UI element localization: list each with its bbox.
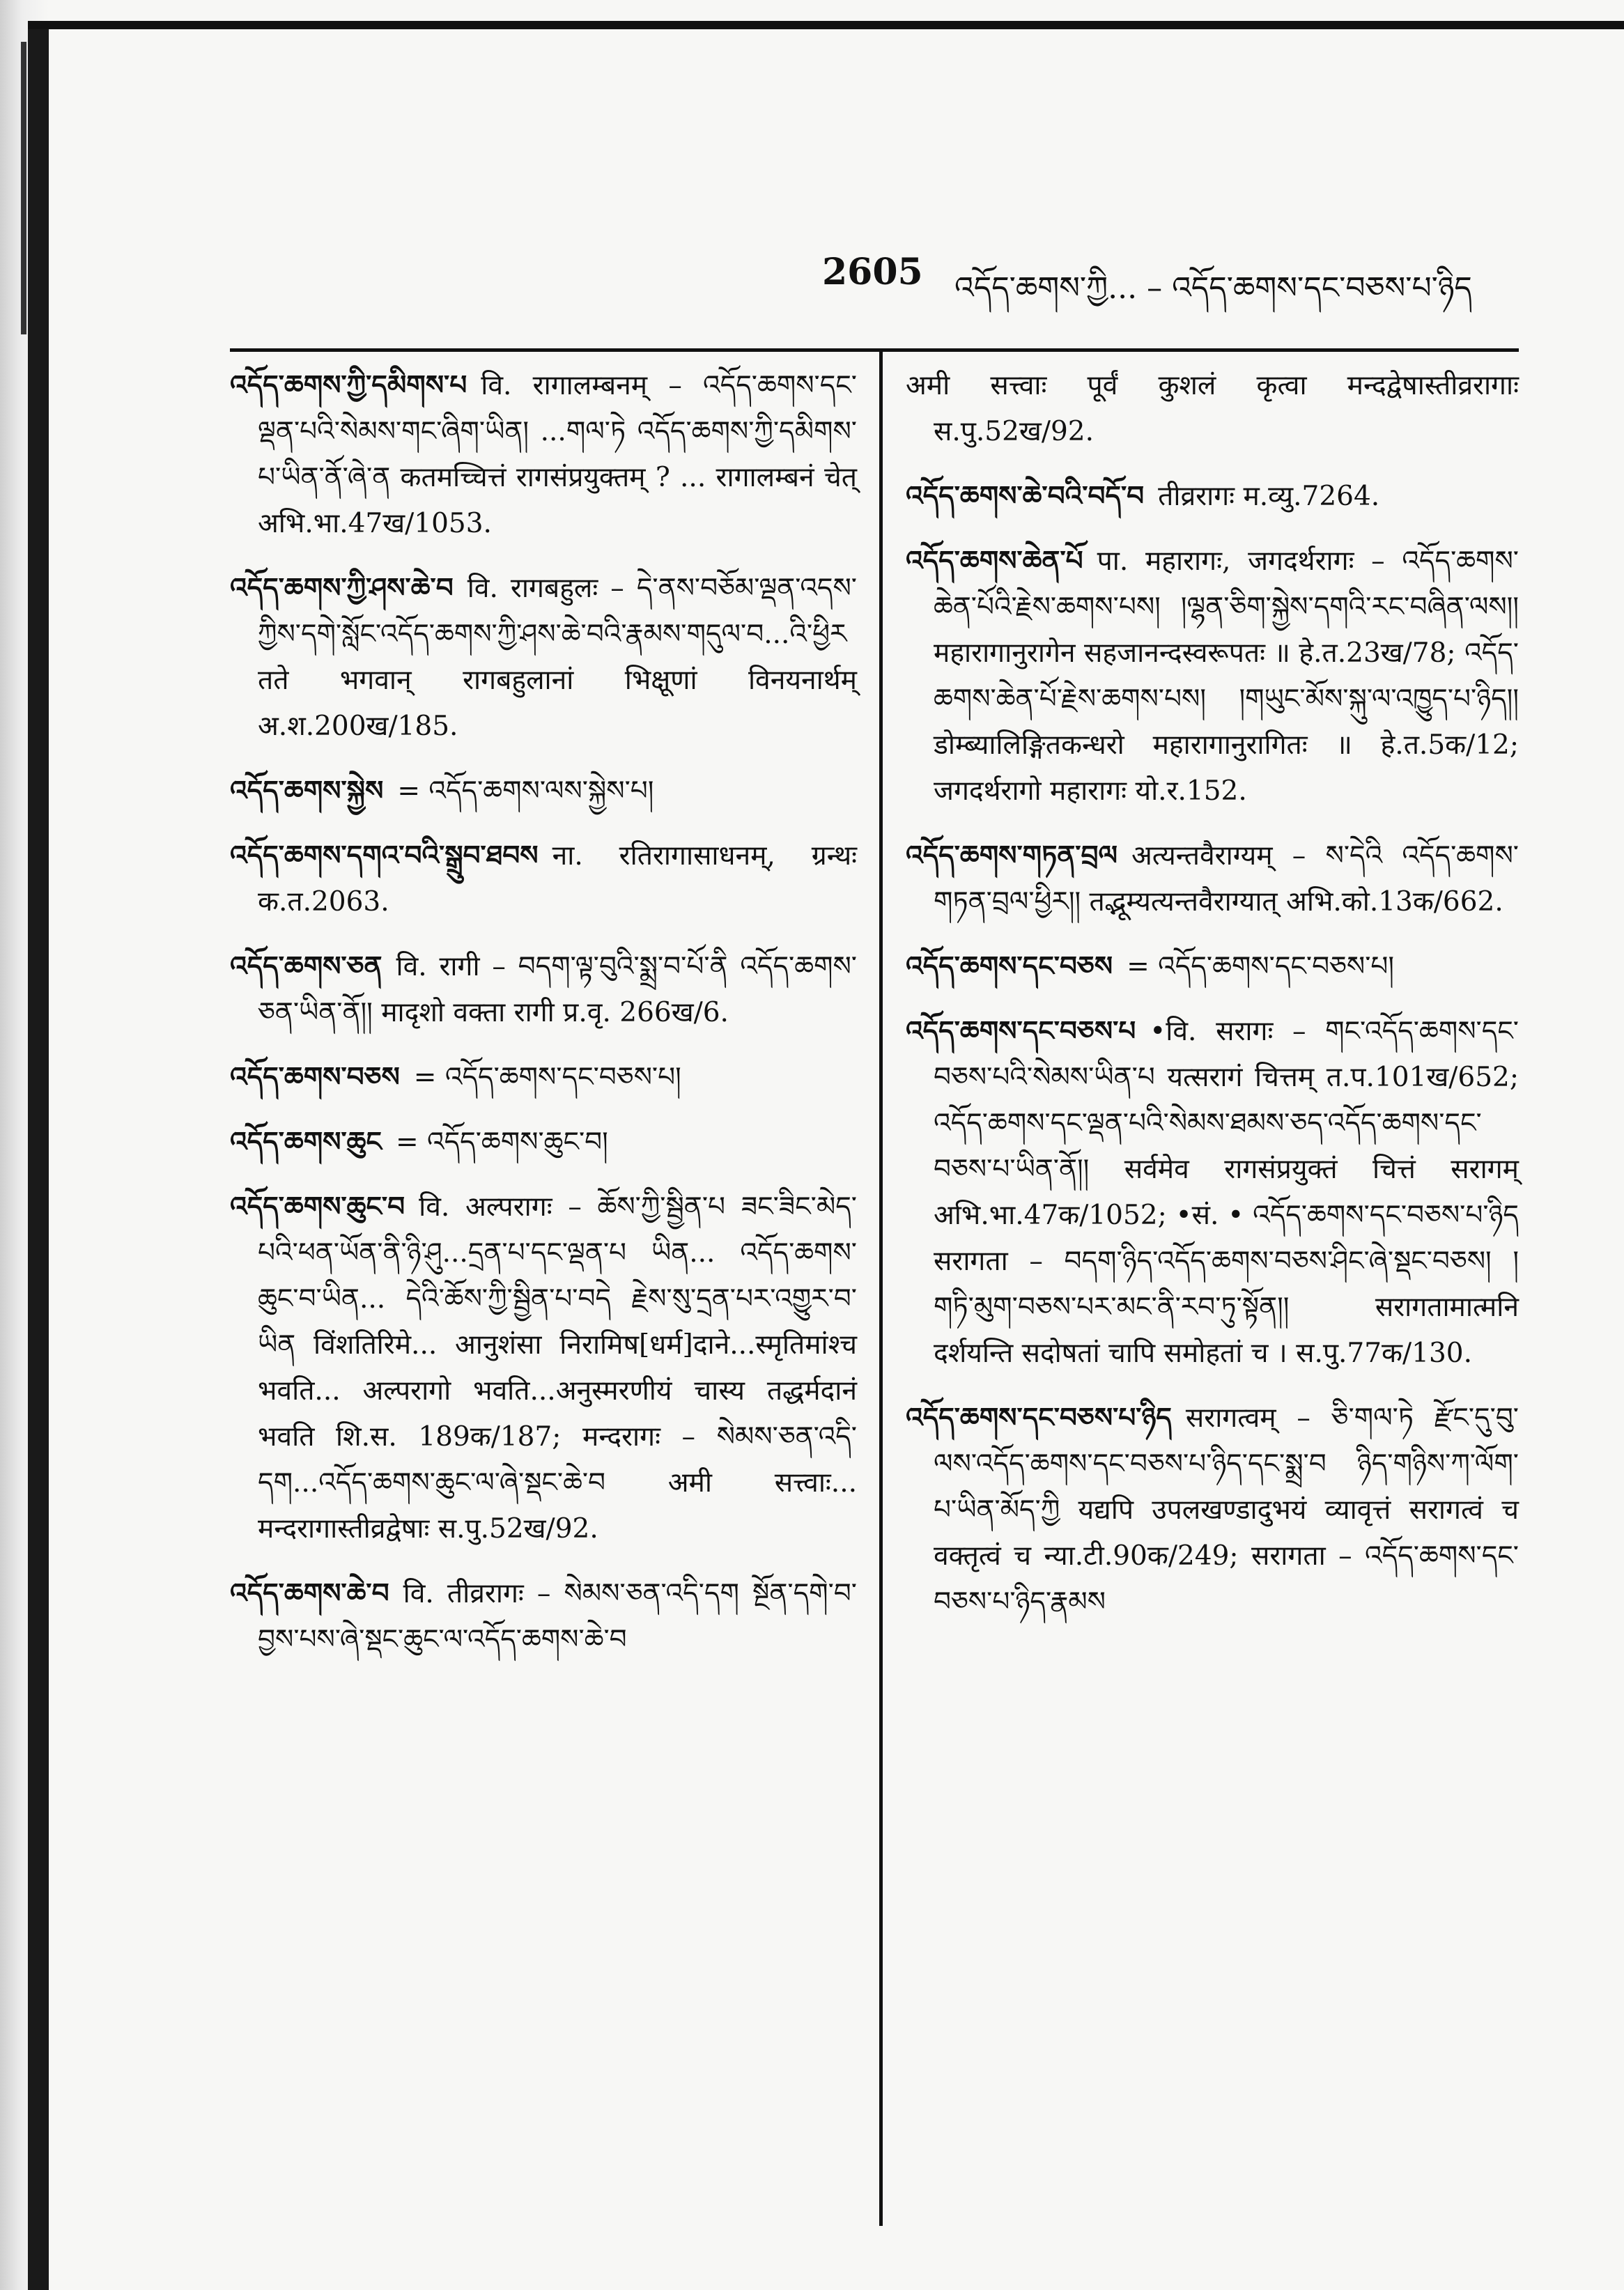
top-rule: [28, 21, 1624, 29]
dictionary-entry: [906, 538, 1519, 814]
page-number: 2605: [822, 251, 923, 293]
dictionary-entry: [906, 943, 1519, 990]
entry-headword: འདོད་ཆགས་ཆུང་བ: [230, 1191, 405, 1223]
entry-definition: = འདོད་ཆགས་དང་བཅས་པ།: [1127, 951, 1395, 982]
entry-definition: वि. अल्परागः – ཆོས་ཀྱི་སྦྱིན་པ ཟང་ཟིང་མེད་པའི་ཕན་ཡོན་ནི་ཉི་ཤུ...དྲན་པ་དང་ལྡན་པ ཡིན... འདོད་ཆགས་ཆུང་བ་ཡིན... དེའི་ཆོས་ཀྱི་སྦྱིན་པ་བདེ རྗེས་སུ་དྲན་པར་འགྱུར་བ་ཡིན विंशतिरिमे... आनुशंसा निरामिष[धर्म]दाने...स्मृतिमांश्च भवति... अल्परागो भवति...अनुस्मरणीयं चास्य तद्धर्मदानं भवति शि.स. 189क/187; मन्दरागः – སེམས་ཅན་འདི་དག...འདོད་ཆགས་ཆུང་ལ་ཞེ་སྡང་ཆེ་བ अमी सत्त्वाः... मन्दरागास्तीव्रद्वेषाः स.पु.52ख/92.: [258, 1191, 857, 1545]
dictionary-entry: [906, 1008, 1519, 1377]
dictionary-entry-continued: [906, 362, 1519, 455]
entry-definition: = འདོད་ཆགས་ལས་སྐྱེས་པ།: [397, 775, 654, 807]
entry-definition: वि. तीव्ररागः – སེམས་ཅན་འདི་དག སྔོན་དགེ་བ་བྱས་པས་ཞེ་སྡང་ཆུང་ལ་འདོད་ཆགས་ཆེ་བ: [258, 1578, 857, 1655]
entry-definition: = འདོད་ཆགས་ཆུང་བ།: [395, 1127, 608, 1158]
binding-shadow: [28, 28, 49, 2290]
entry-definition: ना. रतिरागासाधनम्, ग्रन्थः क.त.2063.: [258, 840, 857, 918]
entry-definition: वि. रागी – བདག་ལྟ་བུའི་སྨྲ་བ་པོ་ནི འདོད་ཆགས་ཅན་ཡིན་ནོ།། मादृशो वक्ता रागी प्र.वृ. 266ख/6.: [258, 951, 857, 1028]
entry-definition: •वि. सरागः – གང་འདོད་ཆགས་དང་བཅས་པའི་སེམས་ཡིན་པ यत्सरागं चित्तम् त.प.101ख/652; འདོད་ཆགས་དང་ལྡན་པའི་སེམས་ཐམས་ཅད་འདོད་ཆགས་དང་བཅས་པ་ཡིན་ནོ།། सर्वमेव रागसंप्रयुक्तं चित्तं सरागम् अभि.भा.47क/1052; •सं. • འདོད་ཆགས་དང་བཅས་པ་ཉིད सरागता – བདག་ཉིད་འདོད་ཆགས་བཅས་ཤིང་ཞེ་སྡང་བཅས། །གཏི་མུག་བཅས་པར་མང་ནི་རབ་ཏུ་སྟོན།། सरागतामात्मनि दर्शयन्ति सदोषतां चापि समोहतां च । स.पु.77क/130.: [934, 1016, 1519, 1369]
dictionary-entry: [230, 768, 857, 814]
dictionary-entry: [230, 1570, 857, 1663]
dictionary-entry: [906, 833, 1519, 925]
entry-headword: འདོད་ཆགས་བཅས: [230, 1061, 400, 1093]
entry-headword: འདོད་ཆགས་ཅན: [230, 950, 382, 982]
entry-headword: འདོད་ཆགས་སྐྱེས: [230, 775, 384, 807]
entry-headword: འདོད་ཆགས་ཀྱི་ཤས་ཆེ་བ: [230, 572, 454, 604]
entry-definition: = འདོད་ཆགས་དང་བཅས་པ།: [413, 1062, 681, 1093]
left-column: [230, 362, 857, 1681]
dictionary-entry: [906, 473, 1519, 520]
entry-headword: འདོད་ཆགས་གཏན་བྲལ: [906, 840, 1118, 872]
dictionary-entry: [230, 943, 857, 1036]
entry-headword: འདོད་ཆགས་དགའ་བའི་སྒྲུབ་ཐབས: [230, 840, 539, 872]
entry-definition: अमी सत्त्वाः पूर्वं कुशलं कृत्वा मन्दद्वेषास्तीव्ररागाः स.पु.52ख/92.: [906, 370, 1519, 447]
page-header: [822, 251, 1519, 314]
entry-headword: འདོད་ཆགས་ཆེ་བའི་བདོ་བ: [906, 480, 1145, 512]
dictionary-entry: [230, 362, 857, 547]
entry-headword: འདོད་ཆགས་ཆེན་པོ: [906, 545, 1083, 577]
right-column: [906, 362, 1519, 1643]
dictionary-entry: [230, 1054, 857, 1101]
entry-definition: वि. रागालम्बनम् – འདོད་ཆགས་དང་ལྡན་པའི་སེམས་གང་ཞིག་ཡིན། ...གལ་ཏེ འདོད་ཆགས་ཀྱི་དམིགས་པ་ཡིན་ནོ་ཞེ་ན कतमच्चित्तं रागसंप्रयुक्तम् ? ... रागालम्बनं चेत् अभि.भा.47ख/1053.: [258, 370, 857, 539]
column-divider: [879, 352, 883, 2226]
entry-headword: འདོད་ཆགས་དང་བཅས: [906, 950, 1113, 982]
entry-definition: वि. रागबहुलः – དེ་ནས་བཅོམ་ལྡན་འདས་ཀྱིས་དགེ་སློང་འདོད་ཆགས་ཀྱི་ཤས་ཆེ་བའི་རྣམས་གདུལ་བ...འི་ཕྱིར तते भगवान् रागबहुलानां भिक्षूणां विनयनार्थम् अ.श.200ख/185.: [258, 573, 857, 742]
entry-definition: तीव्ररागः म.व्यु.7264.: [1158, 481, 1380, 512]
entry-headword: འདོད་ཆགས་དང་བཅས་པ་ཉིད: [906, 1402, 1172, 1434]
dictionary-entry: [230, 833, 857, 925]
binding-shadow-accent: [21, 42, 26, 334]
entry-headword: འདོད་ཆགས་ཆེ་བ: [230, 1577, 389, 1609]
entry-headword: འདོད་ཆགས་ཆུང: [230, 1126, 382, 1158]
dictionary-entry: [230, 565, 857, 750]
entry-headword: འདོད་ཆགས་དང་བཅས་པ: [906, 1015, 1136, 1047]
dictionary-entry: [230, 1119, 857, 1166]
running-head: འདོད་ཆགས་ཀྱི... – འདོད་ཆགས་དང་བཅས་པ་ཉིད: [954, 270, 1472, 306]
entry-definition: पा. महारागः, जगदर्थरागः – འདོད་ཆགས་ཆེན་པོའི་རྗེས་ཆགས་པས། །ལྷན་ཅིག་སྐྱེས་དགའི་རང་བཞིན་ལས།། महारागानुरागेन सहजानन्दस्वरूपतः ॥ हे.त.23ख/78; འདོད་ཆགས་ཆེན་པོ་རྗེས་ཆགས་པས། །གཡུང་མོས་སྐུ་ལ་འཁྱུད་པ་ཉིད།། डोम्ब्यालिङ्गितकन्धरो महारागानुरागितः ॥ हे.त.5क/12; जगदर्थरागो महारागः यो.र.152.: [934, 546, 1519, 807]
entry-headword: འདོད་ཆགས་ཀྱི་དམིགས་པ: [230, 369, 467, 401]
entry-definition: अत्यन्तवैराग्यम् – ས་དེའི འདོད་ཆགས་གཏན་བྲལ་ཕྱིར།། तद्भूम्यत्यन्तवैराग्यात् अभि.को.13क/662.: [934, 840, 1519, 918]
header-rule: [230, 348, 1519, 352]
entry-definition: सरागत्वम् – ཅི་གལ་ཏེ རྫོང་དུ་བུ་ལས་འདོད་ཆགས་དང་བཅས་པ་ཉིད་དང་སྨྲ་བ ཉིད་གཉིས་ཀ་ལོག་པ་ཡིན་མོད་ཀྱི यद्यपि उपलखण्डादुभयं व्यावृत्तं सरागत्वं च वक्तृत्वं च न्या.टी.90क/249; सरागता – འདོད་ཆགས་དང་བཅས་པ་ཉིད་རྣམས: [934, 1402, 1519, 1618]
dictionary-entry: [906, 1395, 1519, 1625]
dictionary-entry: [230, 1184, 857, 1552]
